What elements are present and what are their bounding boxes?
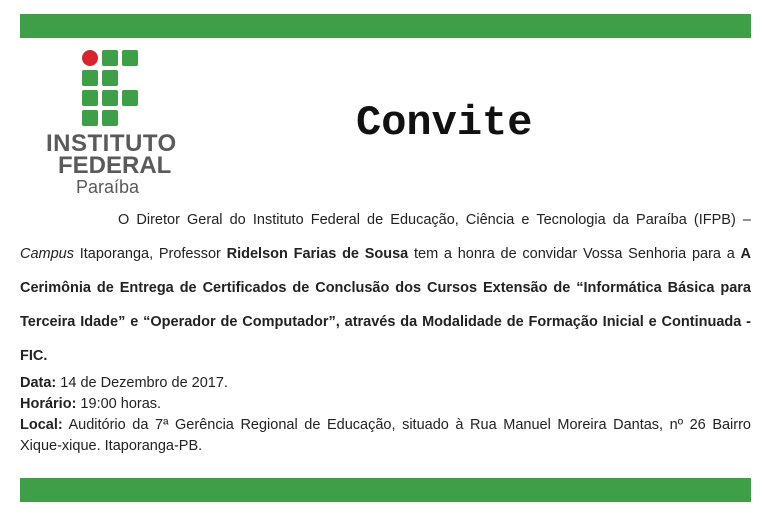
logo-square [122, 50, 138, 66]
director-name: Ridelson Farias de Sousa [226, 246, 409, 262]
event-description: A Cerimônia de Entrega de Certificados de Conclusão dos Cursos Extensão de “Informática Básica para Terceira Idade” e “Operador de Computador”, através da Modalidade de Formação Inicial e Continuada - FIC. [20, 246, 752, 364]
logo-line-2: FEDERAL [58, 152, 172, 179]
logo-square [102, 70, 118, 86]
time-value: 19:00 horas. [76, 396, 162, 412]
logo-square [82, 110, 98, 126]
logo-square [102, 110, 118, 126]
time-label: Horário: [20, 396, 77, 412]
place-value: Auditório da 7ª Gerência Regional de Educação, situado à Rua Manuel Moreira Dantas, nº 26 Bairro Xique-xique. Itaporanga-PB. [20, 417, 751, 454]
page-title: Convite [356, 99, 533, 147]
date-value: 14 de Dezembro de 2017. [56, 375, 228, 391]
logo-square [82, 70, 98, 86]
event-details [20, 373, 751, 457]
invite-p1: O Diretor Geral do Instituto Federal de Educação, Ciência e Tecnologia da Paraíba (IFPB) – [118, 212, 751, 228]
campus-label: Campus [20, 246, 74, 262]
logo-grid-icon [82, 50, 140, 108]
place-label: Local: [20, 417, 63, 433]
date-label: Data: [20, 375, 57, 391]
logo-square [102, 50, 118, 66]
logo-square [82, 90, 98, 106]
invite-p3: tem a honra de convidar Vossa Senhoria para a [408, 246, 741, 262]
logo-line-3: Paraíba [76, 177, 140, 197]
invitation-text [20, 203, 751, 373]
time-row [20, 394, 751, 415]
place-row [20, 415, 751, 457]
logo-line-1: INSTITUTO [46, 130, 177, 157]
top-green-bar [20, 14, 751, 38]
bottom-green-bar [20, 478, 751, 502]
logo-square [122, 90, 138, 106]
date-row [20, 373, 751, 394]
logo-red-dot [82, 50, 98, 66]
ifpb-logo [40, 44, 180, 198]
invite-p2: Itaporanga, Professor [74, 246, 227, 262]
logo-square [102, 90, 118, 106]
